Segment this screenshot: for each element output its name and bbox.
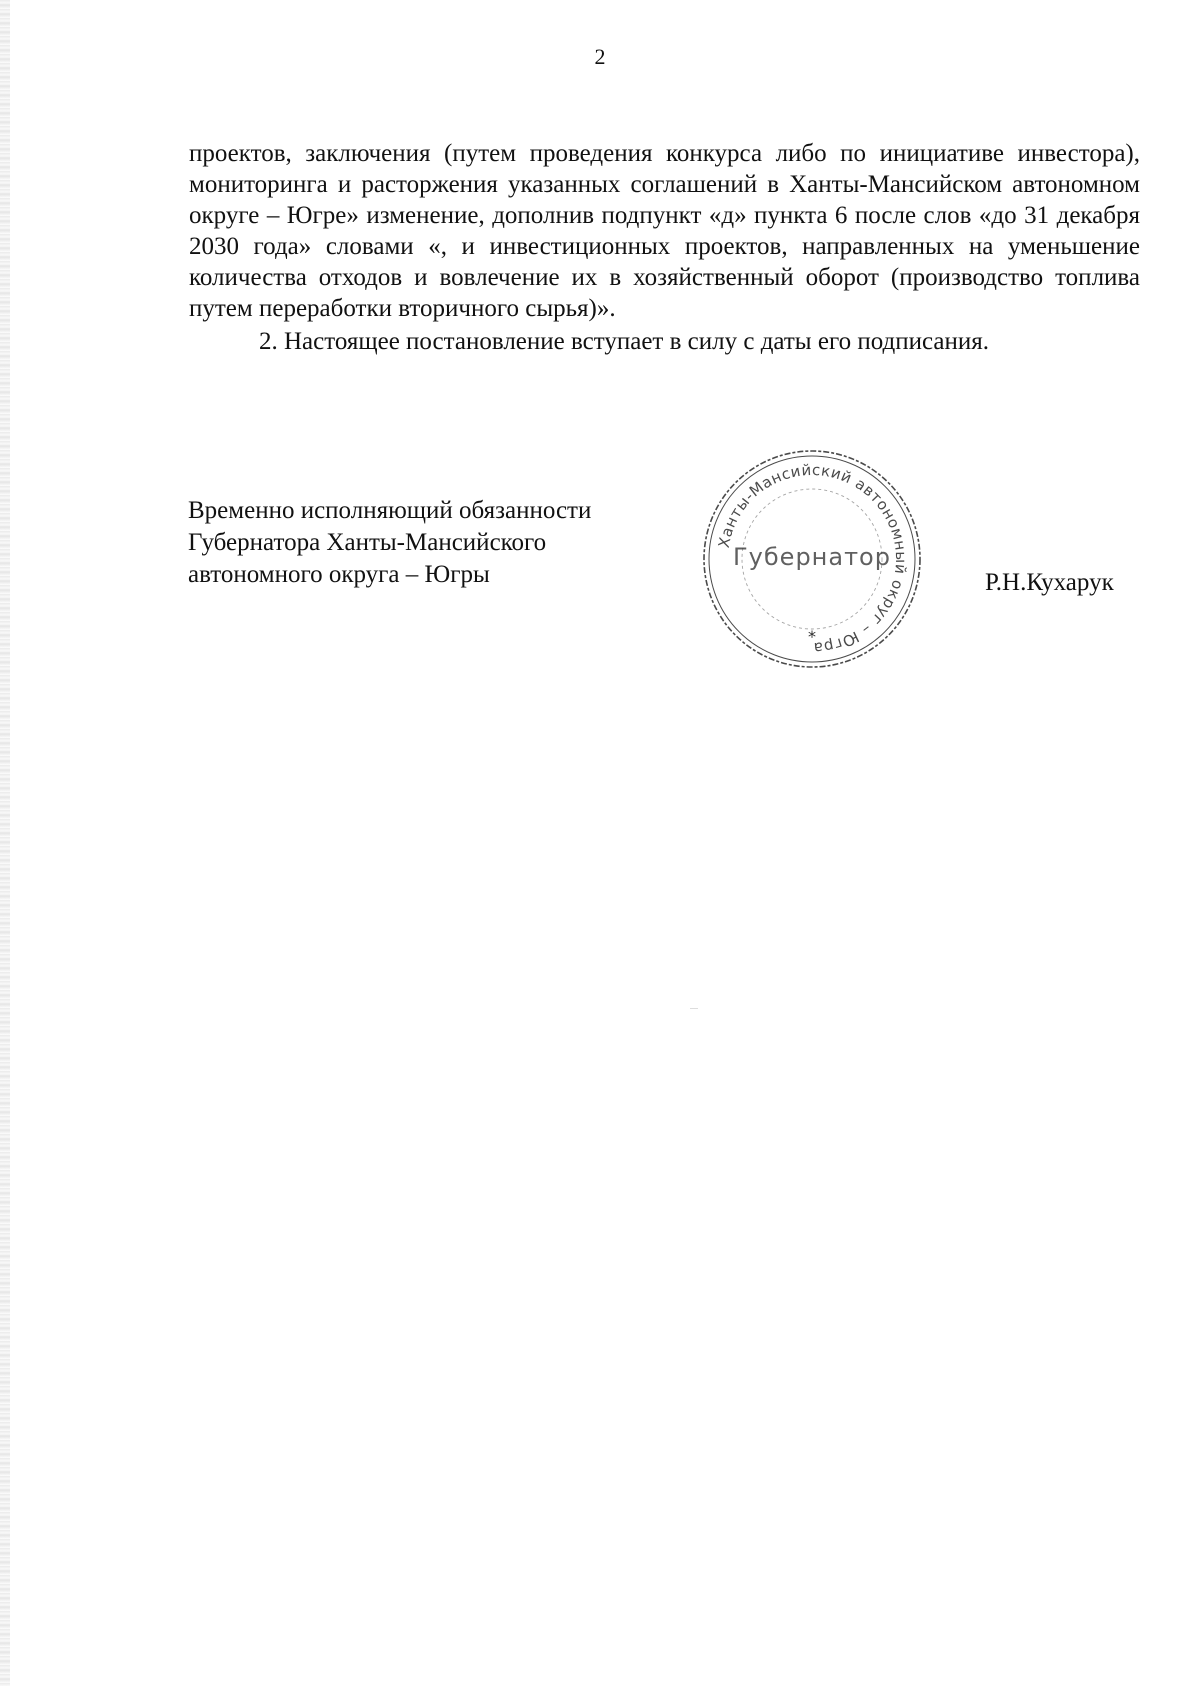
seal-ring-textpath: Ханты-Мансийский автономный округ – Югра xyxy=(714,460,911,658)
scan-edge xyxy=(0,0,10,1686)
signature-title-line-3: автономного округа – Югры xyxy=(188,561,490,588)
signer-name: Р.Н.Кухарук xyxy=(985,569,1114,596)
signature-title-block xyxy=(188,495,668,591)
signature-title-line-2: Губернатора Ханты-Мансийского xyxy=(188,529,547,556)
document-body xyxy=(189,138,1140,357)
paragraph-continuation: проектов, заключения (путем проведения конкурса либо по инициативе инвестора), мониторинга и расторжения указанных соглашений в Ханты-Мансийском автономном округе – Югре» изменение, дополнив подпункт «д» пункта 6 после слов «до 31 декабря 2030 года» словами «, и инвестиционных проектов, направленных на уменьшение количества отходов и вовлечение их в хозяйственный оборот (производство топлива путем переработки вторичного сырья)». xyxy=(189,140,1140,322)
page-number: 2 xyxy=(594,44,606,69)
seal-center-text: Губернатор xyxy=(733,543,891,571)
seal-star: * xyxy=(808,627,816,646)
official-seal xyxy=(697,444,927,674)
paragraph-item-2: 2. Настоящее постановление вступает в силу с даты его подписания. xyxy=(259,328,989,355)
signature-title-line-1: Временно исполняющий обязанности xyxy=(188,497,592,524)
scan-speck xyxy=(690,1008,698,1009)
